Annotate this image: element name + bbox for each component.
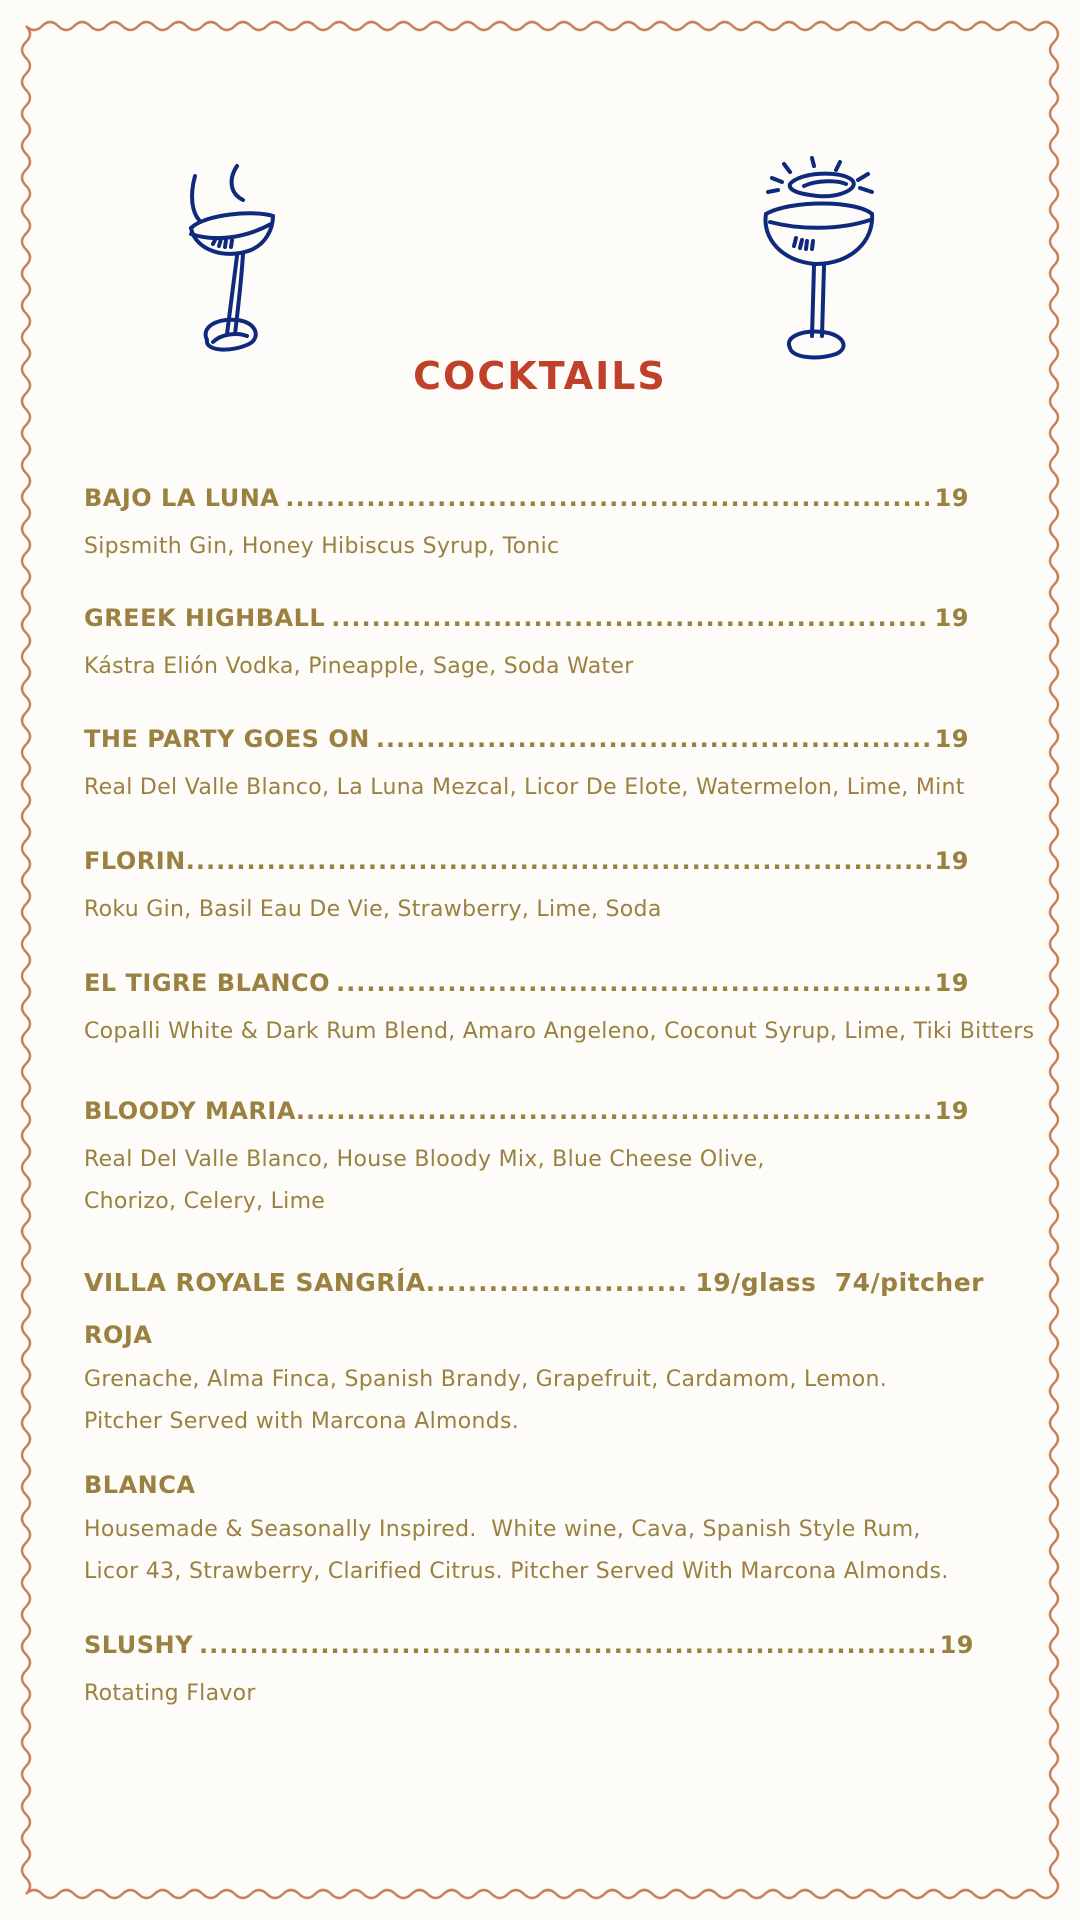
menu-item-florin xyxy=(84,847,969,931)
menu-item-villa-royale-sangria xyxy=(84,1268,984,1593)
item-name: BLOODY MARIA xyxy=(84,1097,296,1125)
menu-item-bloody-maria xyxy=(84,1097,969,1223)
item-description: Kástra Elión Vodka, Pineapple, Sage, Soda Water xyxy=(84,654,634,679)
item-name: THE PARTY GOES ON xyxy=(84,725,370,753)
item-name: FLORIN xyxy=(84,847,186,875)
menu-item-greek-highball xyxy=(84,604,969,688)
description-line: Licor 43, Strawberry, Clarified Citrus. Pitcher Served With Marcona Almonds. xyxy=(84,1559,949,1584)
cocktail-glass-with-orange-icon xyxy=(760,156,885,364)
item-name: SLUSHY xyxy=(84,1631,193,1659)
item-heading xyxy=(84,604,969,632)
item-heading xyxy=(84,725,969,753)
menu-item-slushy xyxy=(84,1631,974,1715)
item-name: BAJO LA LUNA xyxy=(84,484,280,512)
sangria-roja xyxy=(84,1321,984,1443)
item-price: 19/glass 74/pitcher xyxy=(695,1268,984,1297)
item-price: 19 xyxy=(934,969,969,997)
dot-leader xyxy=(426,1268,690,1297)
description-line: Grenache, Alma Finca, Spanish Brandy, Grapefruit, Cardamom, Lemon. xyxy=(84,1367,888,1392)
description-line: Housemade & Seasonally Inspired. White wine, Cava, Spanish Style Rum, xyxy=(84,1517,921,1542)
item-name: GREEK HIGHBALL xyxy=(84,604,326,632)
item-description: Rotating Flavor xyxy=(84,1681,256,1706)
dot-leader xyxy=(331,604,928,632)
dot-leader xyxy=(296,1097,935,1125)
item-name: EL TIGRE BLANCO xyxy=(84,969,331,997)
menu-item-el-tigre-blanco xyxy=(84,969,1034,1053)
item-name: VILLA ROYALE SANGRÍA xyxy=(84,1268,426,1297)
item-description xyxy=(84,1139,969,1223)
menu-item-the-party-goes-on xyxy=(84,725,969,809)
menu-item-bajo-la-luna xyxy=(84,484,969,568)
item-price: 19 xyxy=(934,725,969,753)
item-description xyxy=(84,1509,984,1593)
description-line: Real Del Valle Blanco, House Bloody Mix, Blue Cheese Olive, xyxy=(84,1147,765,1172)
item-heading xyxy=(84,969,969,997)
item-heading xyxy=(84,1631,974,1659)
item-price: 19 xyxy=(934,847,969,875)
dot-leader xyxy=(199,1631,934,1659)
item-price: 19 xyxy=(934,604,969,632)
item-heading xyxy=(84,484,969,512)
dot-leader xyxy=(285,484,928,512)
item-price: 19 xyxy=(934,1097,969,1125)
item-heading xyxy=(84,847,969,875)
dot-leader xyxy=(336,969,935,997)
item-price: 19 xyxy=(939,1631,974,1659)
dot-leader xyxy=(376,725,929,753)
item-description: Real Del Valle Blanco, La Luna Mezcal, Licor De Elote, Watermelon, Lime, Mint xyxy=(84,775,965,800)
item-heading xyxy=(84,1097,969,1125)
sangria-blanca xyxy=(84,1471,984,1593)
sub-item-name: BLANCA xyxy=(84,1471,196,1499)
sub-item-name: ROJA xyxy=(84,1321,153,1349)
description-line: Chorizo, Celery, Lime xyxy=(84,1189,326,1214)
item-description: Roku Gin, Basil Eau De Vie, Strawberry, Lime, Soda xyxy=(84,897,662,922)
cocktail-glass-icon xyxy=(185,158,285,358)
page-title: COCKTAILS xyxy=(413,354,667,398)
item-description: Sipsmith Gin, Honey Hibiscus Syrup, Tonic xyxy=(84,534,560,559)
dot-leader xyxy=(186,847,935,875)
item-heading xyxy=(84,1268,984,1297)
description-line: Pitcher Served with Marcona Almonds. xyxy=(84,1409,520,1434)
item-description xyxy=(84,1359,984,1443)
item-price: 19 xyxy=(934,484,969,512)
item-description: Copalli White & Dark Rum Blend, Amaro Angeleno, Coconut Syrup, Lime, Tiki Bitters xyxy=(84,1019,1035,1044)
